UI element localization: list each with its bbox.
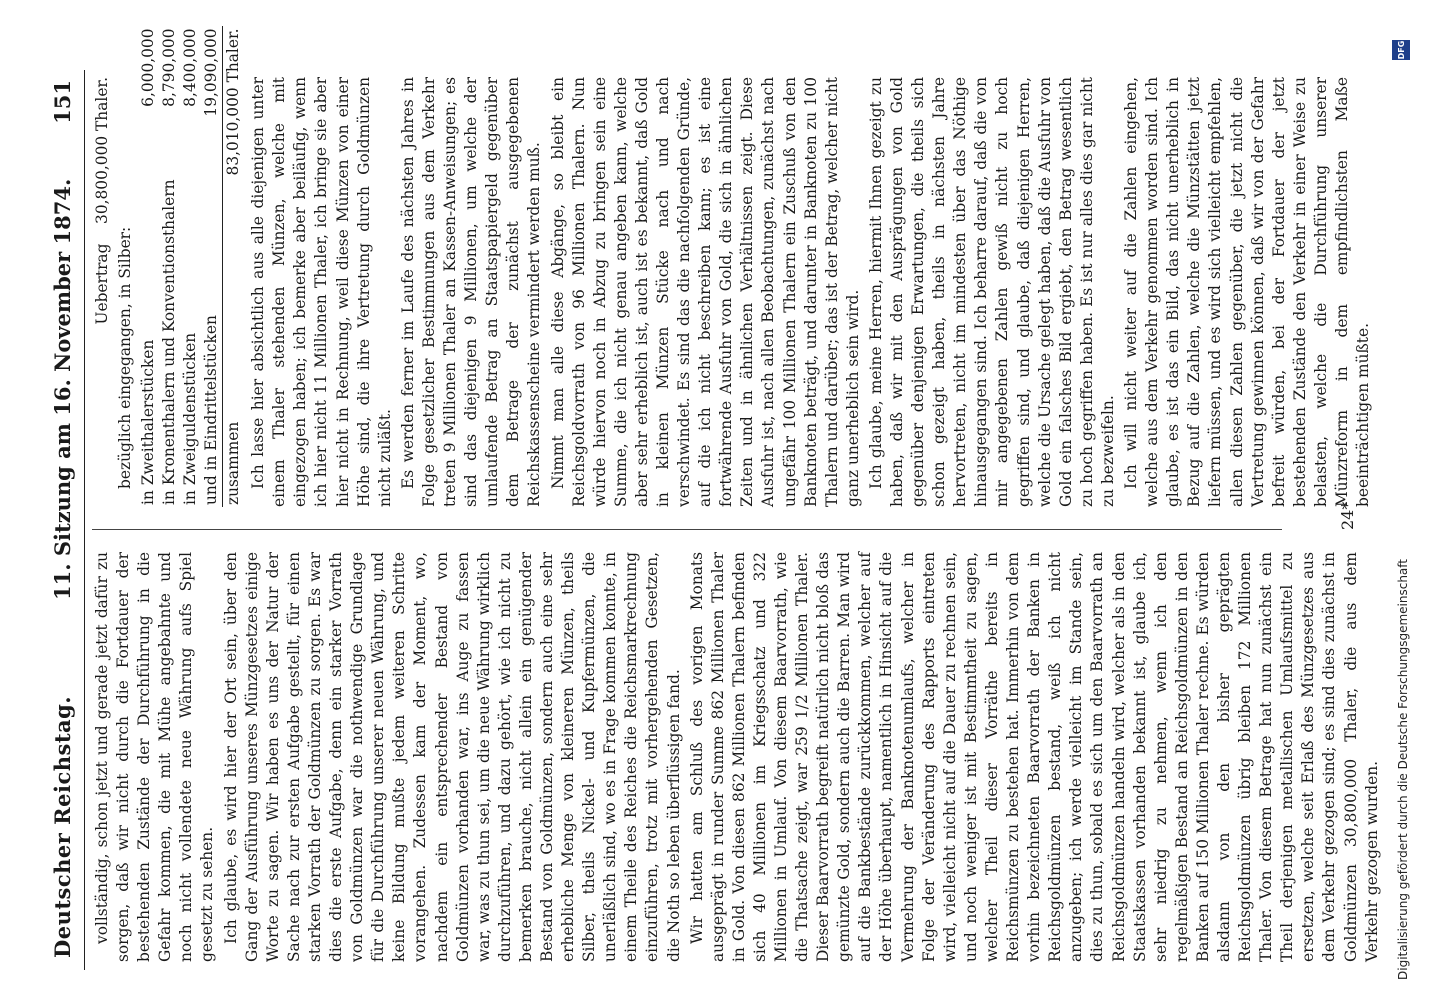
- sum-row: [138, 26, 159, 507]
- paragraph: Wir hatten am Schluß des vorigen Monats ausgeprägt in runder Summe 862 Millionen Thaler in Gold. Von diesen 862 Millionen Thalern befinden sich 40 Millionen im Kriegsschatz und 322 Millionen in Umlauf. Von diesem Baarvorrath, wie die Thatsache zeigt, war 259 1/2 Millionen Thaler. Dieser Baarvorrath begreift natürlich nicht bloß das gemünzte Gold, sondern auch die Barren. Man wird auf die Bankbestände zurückkommen, welcher auf der Höhe überhaupt, namentlich in Hinsicht auf die Vermehrung der Banknotenumlaufs, welcher in Folge der Veränderung des Rapports eintreten wird, vielleicht nicht auf die Dauer zu rechnen sein, und noch weniger ist mit Bestimmtheit zu sagen, welcher Theil dieser Vorräthe bereits in Reichsmünzen zu bestehen hat. Immerhin von dem vorhin bezeichneten Baarvorrath der Banken in Reichsgoldmünzen bestand, weiß ich nicht anzugeben; ich werde vielleicht im Stande sein, dies zu thun, sobald es sich um den Baarvorrath an Reichsgoldmünzen handeln wird, welcher als in den Staatskassen vorhanden bekannt ist, glaube ich, sehr niedrig zu nehmen, wenn ich den regelmäßigen Bestand an Reichsgoldmünzen in den Banken auf 150 Millionen Thaler rechne. Es würden alsdann von den bisher geprägten Reichsgoldmünzen übrig bleiben 172 Millionen Thaler. Von diesem Betrage hat nun zunächst ein Theil derjenigen metallischen Umlaufsmittel zu ersetzen, welche seit Erlaß des Münzgesetzes aus dem Verkehr gezogen sind; es sind dies zunächst in Goldmünzen 30,800,000 Thaler, die aus dem Verkehr gezogen wurden.: [687, 552, 1381, 962]
- paragraph: Ich glaube, meine Herren, hiermit Ihnen gezeigt zu haben, daß wir mit den Ausprägungen von Gold gegenüber denjenigen Erwartungen, die theils sich schon gezeigt haben, theils in nächsten Jahre hervortreten, nicht im mindesten über das Nöthige hinausgegangen sind. Ich beharre darauf, daß die von mir angegebenen Zahlen gewiß nicht zu hoch gegriffen sind, und glaube, daß diejenigen Herren, welche die Ursache gelegt haben, daß die Ausfuhr von Gold ein falsches Bild ergiebt, den Betrag wesentlich zu hoch gegriffen haben. Es ist nur alles dies gar nicht zu bezweifeln.: [866, 77, 1117, 507]
- sums-table: [138, 26, 244, 507]
- sum-label: und in Eindrittelstücken: [202, 315, 221, 505]
- carry-over-line: [92, 77, 113, 507]
- sum-amount: 8,790,000: [160, 28, 179, 107]
- right-column: [92, 28, 1373, 507]
- page-number: 151: [50, 80, 75, 124]
- paragraph: Ich will nicht weiter auf die Zahlen eingehen, welche aus dem Verkehr genommen worden sind. Ich glaube, es ist das ein Bild, das nicht unerheblich in Bezug auf die Zahlen, welche die Münzstätten jetzt liefern müssen, und es wird sich vielleicht empfehlen, allen diesen Zahlen gegenüber, die jetzt nicht die Vertretung gewinnen können, daß wir von der Gefahr befreit würden, bei der Fortdauer der jetzt bestehenden Zustände den Verkehr in einer Weise zu belasten, welche die Durchführung unserer Münzreform in dem empfindlichsten Maße beeinträchtigen müßte.: [1122, 77, 1373, 507]
- sums-intro: bezüglich eingegangen, in Silber:: [116, 226, 135, 489]
- left-column: [92, 552, 1381, 962]
- sum-row: [201, 26, 223, 507]
- digitization-credit: Digitalisierung gefördert durch die Deutsche Forschungsgemeinschaft: [1396, 558, 1410, 980]
- paragraph: Ich glaube, es wird hier der Ort sein, über den Gang der Ausführung unseres Münzgesetzes einige Worte zu sagen. Wir haben es uns der Natur der Sache nach zur ersten Aufgabe gestellt, für einen starken Vorrath der Goldmünzen zu sorgen. Es war dies die erste Aufgabe, denn ein starker Vorrath von Goldmünzen war die nothwendige Grundlage für die Durchführung unserer neuen Währung, und keine Bildung mußte jedem weiteren Schritte vorangehen. Zudessen kam der Moment, wo, nachdem ein entsprechender Bestand von Goldmünzen vorhanden war, ins Auge zu fassen war, was zu thun sei, um die neue Währung wirklich durchzuführen, und dazu gehört, wie ich nicht zu bemerken brauche, nicht allein ein genügender Bestand von Goldmünzen, sondern auch eine sehr erhebliche Menge von kleineren Münzen, theils Silber, theils Nickel- und Kupfermünzen, die unerläßlich sind, wo es in Frage kommen konnte, in einem Theile des Reiches die Reichsmarkrechnung einzuführen, trotz mit vorhergehenden Gesetzen, die Noth so leben überflüssigen fand.: [221, 552, 683, 962]
- paragraph: vollständig, schon jetzt und gerade jetzt dafür zu sorgen, daß wir nicht durch die Fortdauer der bestehenden Zustände der Durchführung in die Gefahr kommen, die mit Mühe angebahnte und noch nicht vollendete neue Währung aufs Spiel gesetzt zu sehen.: [93, 552, 217, 962]
- paragraph: Es werden ferner im Laufe des nächsten Jahres in Folge gesetzlicher Bestimmungen aus dem Verkehr treten 9 Millionen Thaler an Kassen-Anweisungen; es sind das diejenigen 9 Millionen, um welche der umlaufende Betrag an Staatspapiergeld gegenüber dem Betrage der zunächst ausgegebenen Reichskassenscheine vermindert werden muß.: [398, 77, 544, 507]
- paragraph: Ich lasse hier absichtlich aus alle diejenigen unter einem Thaler stehenden Münzen, welche mit eingezogen haben; ich bemerke aber beiläufig, wenn ich hier nicht 11 Millionen Thaler, ich bringe sie aber hier nicht in Rechnung, weil diese Münzen von einer Höhe sind, die ihre Vertretung durch Goldmünzen nicht zuläßt.: [249, 77, 394, 507]
- sum-row: [180, 26, 201, 507]
- carry-label: Uebertrag: [93, 243, 111, 325]
- sum-amount: 19,090,000: [202, 28, 221, 117]
- sum-row: [159, 26, 180, 507]
- signature-mark: 24*: [1338, 501, 1357, 530]
- column-divider: [92, 529, 1282, 530]
- paragraph: Nimmt man alle diese Abgänge, so bleibt ein Reichsgoldvorrath von 96 Millionen Thalern. Nun würde hiervon noch in Abzug zu bringen sein eine Summe, die ich nicht genau angeben kann, welche aber sehr erheblich ist, auch ist es bekannt, daß Gold in kleinen Münzen Stücke nach und nach verschwindet. Es sind das die nachfolgenden Gründe, auf die ich nicht beschreiben kann; es ist eine fortwährende Ausfuhr von Gold, die sich in ähnlichen Zeiten und in ähnlichen Verhältnissen zeigt. Diese Ausfuhr ist, nach allen Beobachtungen, zunächst nach ungefähr 100 Millionen Thalern ein Zuschuß von den Banknoten beträgt, und darunter in Banknoten zu 100 Thalern und darüber; das ist der Betrag, welcher nicht ganz unerheblich sein wird.: [548, 77, 862, 507]
- total-label: zusammen: [223, 177, 245, 507]
- journal-title: Deutscher Reichstag.: [50, 695, 75, 958]
- total-amount: 83,010,000 Thaler.: [224, 28, 243, 176]
- session-title: 11. Sitzung am 16. November 1874.: [50, 178, 75, 600]
- page-header: [40, 70, 85, 970]
- sum-label: in Zweiguldenstücken: [181, 332, 200, 505]
- carry-amount: 30,800,000 Thaler.: [93, 77, 111, 224]
- sum-label: in Zweithalerstücken: [139, 339, 158, 505]
- sum-label: in Kronenthalern und Konventionsthalern: [160, 179, 179, 505]
- sum-amount: 6,000,000: [139, 28, 158, 107]
- dfg-logo: DFG: [1392, 40, 1410, 60]
- sum-total-row: [223, 26, 245, 507]
- sum-amount: 8,400,000: [181, 28, 200, 107]
